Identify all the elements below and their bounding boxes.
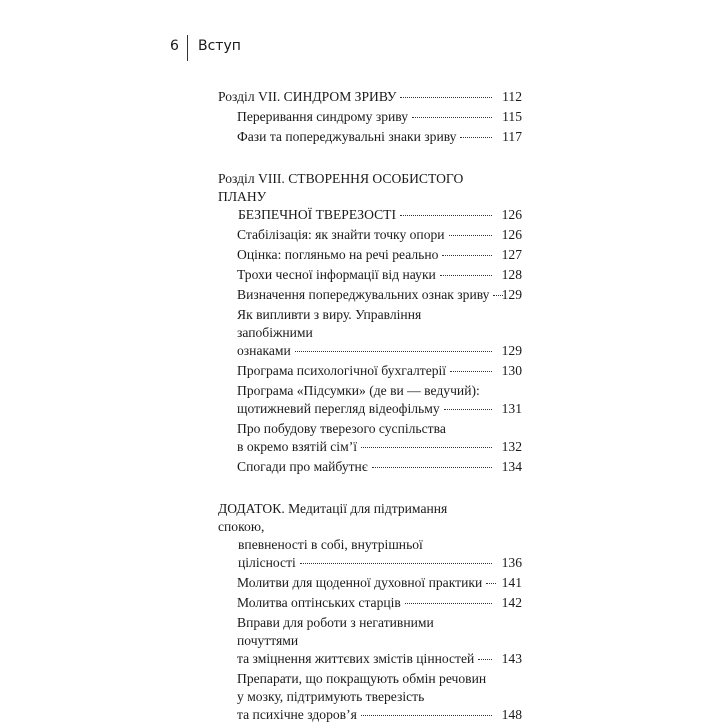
- page-number: 6: [170, 38, 179, 54]
- toc-page-number: 112: [502, 89, 522, 104]
- toc-page-number: 136: [501, 555, 522, 570]
- dot-leader: [295, 351, 492, 352]
- dot-leader: [400, 215, 492, 216]
- toc-entry-optina-prayer: [237, 594, 522, 612]
- toc-page-number: 126: [501, 207, 522, 222]
- toc-entry-title: Програма «Підсумки» (де ви — ведучий):: [237, 383, 480, 398]
- toc-page-number: 142: [501, 595, 522, 610]
- dot-leader: [478, 659, 492, 660]
- toc-entry-title: Молитви для щоденної духовної практики: [237, 575, 483, 590]
- toc-entry-whirlpool: [237, 306, 522, 360]
- toc-page-number: 143: [501, 651, 522, 666]
- toc-page-number: 115: [502, 109, 522, 124]
- toc-entry-warning-signs: [237, 286, 522, 304]
- toc-page-number: 148: [501, 707, 522, 722]
- dot-leader: [449, 235, 492, 236]
- toc-entry-relapse-phases: [237, 128, 522, 146]
- dot-leader: [405, 603, 492, 604]
- toc-entry-title: Як випливти з виру. Управління запобіжними: [237, 307, 422, 340]
- toc-entry-title: Розділ VIII. СТВОРЕННЯ ОСОБИСТОГО ПЛАНУ: [218, 171, 464, 204]
- toc-entry-daily-prayers: [237, 574, 522, 592]
- toc-entry-title-cont: у мозку, підтримують тверезість: [237, 689, 425, 704]
- toc-entry-stabilization: [237, 226, 522, 244]
- toc-entry-assessment: [237, 246, 522, 264]
- dot-leader: [450, 371, 492, 372]
- dot-leader: [440, 275, 492, 276]
- toc-page-number: 129: [501, 343, 522, 358]
- toc-entry-title-cont: та психічне здоров’я: [237, 707, 357, 722]
- toc-entry-appendix: [218, 500, 522, 572]
- toc-entry-title: Трохи чесної інформації від науки: [237, 267, 436, 282]
- toc-entry-chapter-8: [218, 170, 522, 224]
- running-header-title: Вступ: [198, 38, 241, 54]
- toc-entry-title: ДОДАТОК. Медитації для підтримання спокою,: [218, 501, 448, 534]
- toc-entry-title-cont: БЕЗПЕЧНОЇ ТВЕРЕЗОСТІ: [238, 207, 396, 222]
- toc-entry-title-cont: ознаками: [237, 343, 291, 358]
- toc-entry-title-cont: впевненості в собі, внутрішньої: [238, 537, 423, 552]
- header-divider: [187, 35, 188, 61]
- toc-page-number: 134: [501, 459, 522, 474]
- toc-entry-title: Переривання синдрому зриву: [237, 109, 409, 124]
- toc-entry-title: Вправи для роботи з негативними почуттями: [237, 615, 434, 648]
- dot-leader: [460, 137, 492, 138]
- toc-page-number: 126: [501, 227, 522, 242]
- dot-leader: [442, 255, 492, 256]
- toc-entry-title-cont: в окремо взятій сім’ї: [237, 439, 357, 454]
- toc-page-number: 131: [501, 401, 522, 416]
- toc-entry-title: Програма психологічної бухгалтерії: [237, 363, 447, 378]
- toc-entry-title-cont: та зміцнення життєвих змістів цінностей: [237, 651, 475, 666]
- toc-entry-title: Розділ VII. СИНДРОМ ЗРИВУ: [218, 89, 397, 104]
- toc-entry-title: Визначення попереджувальних ознак зриву: [237, 287, 490, 302]
- toc-entry-future-memories: [237, 458, 522, 476]
- toc-page-number: 128: [501, 267, 522, 282]
- toc-entry-science-info: [237, 266, 522, 284]
- toc-entry-title: Про побудову тверезого суспільства: [237, 421, 446, 436]
- dot-leader: [300, 563, 492, 564]
- toc-entry-title: Препарати, що покращують обмін речовин: [237, 671, 487, 686]
- toc-entry-relapse-interruption: [237, 108, 522, 126]
- dot-leader: [361, 715, 492, 716]
- toc-entry-title: Оцінка: погляньмо на речі реально: [237, 247, 439, 262]
- toc-entry-exercises: [237, 614, 522, 668]
- toc-entry-title-cont: щотижневий перегляд відеофільму: [237, 401, 440, 416]
- table-of-contents: [218, 88, 522, 724]
- toc-page-number: 117: [502, 129, 522, 144]
- dot-leader: [372, 467, 492, 468]
- toc-page-number: 130: [501, 363, 522, 378]
- toc-page-number: 132: [501, 439, 522, 454]
- toc-page-number: 141: [501, 575, 522, 590]
- toc-entry-chapter-7: [218, 88, 522, 106]
- toc-entry-summary-program: [237, 382, 522, 418]
- dot-leader: [361, 447, 492, 448]
- dot-leader: [412, 117, 492, 118]
- toc-entry-title: Молитва оптінських старців: [237, 595, 401, 610]
- toc-entry-title: Стабілізація: як знайти точку опори: [237, 227, 445, 242]
- toc-entry-title-cont: цілісності: [238, 555, 296, 570]
- toc-entry-sober-society: [237, 420, 522, 456]
- toc-page-number: 127: [501, 247, 522, 262]
- dot-leader: [444, 409, 492, 410]
- dot-leader: [486, 583, 496, 584]
- toc-entry-supplements: [237, 670, 522, 724]
- dot-leader: [400, 97, 492, 98]
- toc-entry-psych-accounting: [237, 362, 522, 380]
- toc-entry-title: Фази та попереджувальні знаки зриву: [237, 129, 457, 144]
- toc-entry-title: Спогади про майбутнє: [237, 459, 368, 474]
- toc-page-number: 129: [501, 287, 522, 302]
